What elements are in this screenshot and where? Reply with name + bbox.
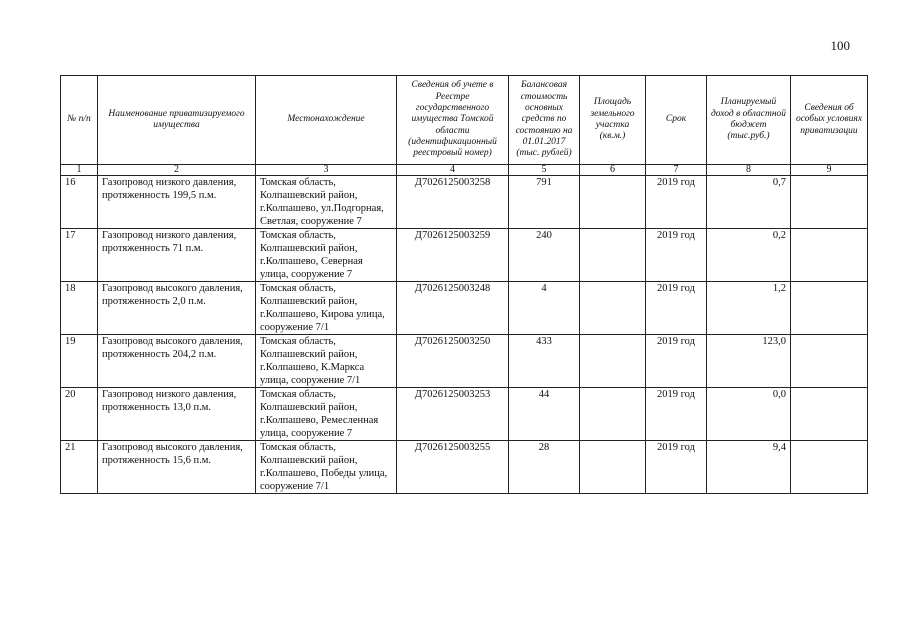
column-number: 7 xyxy=(646,165,707,176)
header-name: Наименование приватизируемого имущества xyxy=(98,76,256,165)
cell-conditions xyxy=(791,388,868,441)
cell-number: 17 xyxy=(61,229,98,282)
cell-area xyxy=(580,335,646,388)
cell-location: Томская область, Колпашевский район, г.Колпашево, Победы улица, сооружение 7/1 xyxy=(256,441,397,494)
column-number: 5 xyxy=(509,165,580,176)
cell-location: Томская область, Колпашевский район, г.Колпашево, Кирова улица, сооружение 7/1 xyxy=(256,282,397,335)
cell-term: 2019 год xyxy=(646,388,707,441)
header-number: № п/п xyxy=(61,76,98,165)
header-registry: Сведения об учете в Реестре государственного имущества Томской области (идентификационный реестровый номер) xyxy=(397,76,509,165)
header-area: Площадь земельного участка (кв.м.) xyxy=(580,76,646,165)
cell-area xyxy=(580,229,646,282)
cell-name: Газопровод низкого давления, протяженность 71 п.м. xyxy=(98,229,256,282)
cell-term: 2019 год xyxy=(646,335,707,388)
column-number: 6 xyxy=(580,165,646,176)
cell-name: Газопровод высокого давления, протяженность 204,2 п.м. xyxy=(98,335,256,388)
cell-balance: 4 xyxy=(509,282,580,335)
column-number: 9 xyxy=(791,165,868,176)
cell-term: 2019 год xyxy=(646,176,707,229)
cell-number: 21 xyxy=(61,441,98,494)
cell-income: 9,4 xyxy=(707,441,791,494)
cell-name: Газопровод высокого давления, протяженность 2,0 п.м. xyxy=(98,282,256,335)
cell-number: 16 xyxy=(61,176,98,229)
cell-income: 0,7 xyxy=(707,176,791,229)
header-conditions: Сведения об особых условиях приватизации xyxy=(791,76,868,165)
cell-income: 0,0 xyxy=(707,388,791,441)
cell-conditions xyxy=(791,229,868,282)
cell-area xyxy=(580,282,646,335)
page-number: 100 xyxy=(830,38,850,53)
cell-conditions xyxy=(791,335,868,388)
cell-name: Газопровод низкого давления, протяженность 13,0 п.м. xyxy=(98,388,256,441)
column-number: 2 xyxy=(98,165,256,176)
table-row xyxy=(61,282,868,335)
column-number-row xyxy=(61,165,868,176)
cell-number: 19 xyxy=(61,335,98,388)
table-row xyxy=(61,176,868,229)
header-term: Срок xyxy=(646,76,707,165)
cell-term: 2019 год xyxy=(646,229,707,282)
cell-balance: 433 xyxy=(509,335,580,388)
privatization-table xyxy=(60,75,868,494)
cell-balance: 240 xyxy=(509,229,580,282)
cell-registry: Д7026125003250 xyxy=(397,335,509,388)
cell-conditions xyxy=(791,176,868,229)
cell-balance: 28 xyxy=(509,441,580,494)
table-row xyxy=(61,441,868,494)
header-row xyxy=(61,76,868,165)
cell-name: Газопровод высокого давления, протяженность 15,6 п.м. xyxy=(98,441,256,494)
cell-income: 0,2 xyxy=(707,229,791,282)
table-row xyxy=(61,335,868,388)
cell-registry: Д7026125003255 xyxy=(397,441,509,494)
cell-area xyxy=(580,388,646,441)
table-body xyxy=(61,176,868,494)
column-number: 1 xyxy=(61,165,98,176)
cell-registry: Д7026125003259 xyxy=(397,229,509,282)
cell-income: 1,2 xyxy=(707,282,791,335)
table-row xyxy=(61,229,868,282)
cell-balance: 44 xyxy=(509,388,580,441)
cell-number: 20 xyxy=(61,388,98,441)
cell-balance: 791 xyxy=(509,176,580,229)
cell-number: 18 xyxy=(61,282,98,335)
cell-conditions xyxy=(791,441,868,494)
header-location: Местонахождение xyxy=(256,76,397,165)
cell-conditions xyxy=(791,282,868,335)
cell-income: 123,0 xyxy=(707,335,791,388)
cell-registry: Д7026125003248 xyxy=(397,282,509,335)
cell-name: Газопровод низкого давления, протяженность 199,5 п.м. xyxy=(98,176,256,229)
cell-location: Томская область, Колпашевский район, г.Колпашево, ул.Подгорная, Светлая, сооружение 7 xyxy=(256,176,397,229)
cell-term: 2019 год xyxy=(646,441,707,494)
column-number: 3 xyxy=(256,165,397,176)
cell-area xyxy=(580,176,646,229)
column-number: 8 xyxy=(707,165,791,176)
cell-location: Томская область, Колпашевский район, г.Колпашево, Ремесленная улица, сооружение 7 xyxy=(256,388,397,441)
header-balance: Балансовая стоимость основных средств по состоянию на 01.01.2017 (тыс. рублей) xyxy=(509,76,580,165)
cell-registry: Д7026125003258 xyxy=(397,176,509,229)
cell-area xyxy=(580,441,646,494)
cell-term: 2019 год xyxy=(646,282,707,335)
column-number: 4 xyxy=(397,165,509,176)
header-income: Планируемый доход в областной бюджет (тыс.руб.) xyxy=(707,76,791,165)
cell-location: Томская область, Колпашевский район, г.Колпашево, К.Маркса улица, сооружение 7/1 xyxy=(256,335,397,388)
cell-location: Томская область, Колпашевский район, г.Колпашево, Северная улица, сооружение 7 xyxy=(256,229,397,282)
table-row xyxy=(61,388,868,441)
cell-registry: Д7026125003253 xyxy=(397,388,509,441)
